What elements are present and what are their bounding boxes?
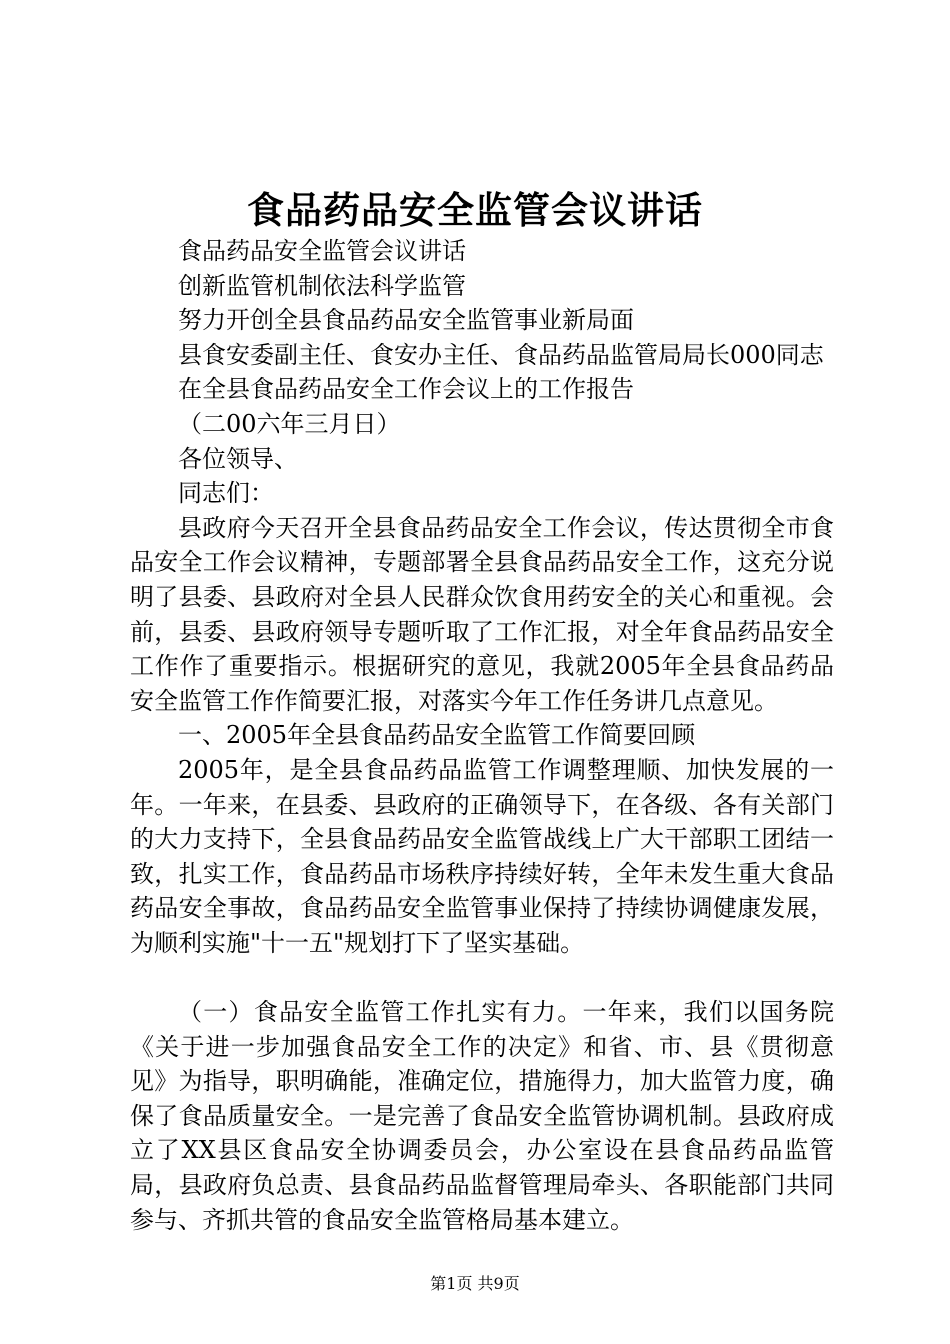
paragraph: 创新监管机制依法科学监管 bbox=[178, 271, 466, 300]
paragraph: 县食安委副主任、食安办主任、食品药品监管局局长000同志 bbox=[178, 340, 824, 369]
paragraph: 在全县食品药品安全工作会议上的工作报告 bbox=[178, 375, 634, 404]
paragraph: 食品药品安全监管会议讲话 bbox=[178, 237, 466, 265]
section-heading: 一、2005年全县食品药品安全监管工作简要回顾 bbox=[178, 721, 696, 750]
page-number: 第1页 共9页 bbox=[430, 1274, 520, 1293]
paragraph: 2005年，是全县食品药品监管工作调整理顺、加快发展的一年。一年来，在县委、县政府的正确领导下，在各级、各有关部门的大力支持下，全县食品药品安全监管战线上广大干部职工团结一致，扎实工作，食品药品市场秩序持续好转，全年未发生重大食品药品安全事故，食品药品安全监管事业保持了持续协调健康发展，为顺利实施"十一五"规划打下了坚实基础。 bbox=[130, 755, 834, 957]
paragraph: （二00六年三月日） bbox=[178, 409, 401, 438]
paragraph: 努力开创全县食品药品安全监管事业新局面 bbox=[178, 306, 634, 335]
document-body bbox=[130, 234, 834, 1237]
paragraph: 县政府今天召开全县食品药品安全工作会议，传达贯彻全市食品安全工作会议精神，专题部署全县食品药品安全工作，这充分说明了县委、县政府对全县人民群众饮食用药安全的关心和重视。会前，县委、县政府领导专题听取了工作汇报，对全年食品药品安全工作作了重要指示。根据研究的意见，我就2005年全县食品药品安全监管工作作简要汇报，对落实今年工作任务讲几点意见。 bbox=[130, 513, 834, 715]
paragraph: 各位领导、 bbox=[178, 444, 298, 473]
paragraph: 同志们： bbox=[178, 479, 274, 508]
document-title: 食品药品安全监管会议讲话 bbox=[247, 188, 703, 232]
paragraph: （一）食品安全监管工作扎实有力。一年来，我们以国务院《关于进一步加强食品安全工作的决定》和省、市、县《贯彻意见》为指导，职明确能，准确定位，措施得力，加大监管力度，确保了食品质量安全。一是完善了食品安全监管协调机制。县政府成立了XX县区食品安全协调委员会，办公室设在县食品药品监管局，县政府负总责、县食品药品监督管理局牵头、各职能部门共同参与、齐抓共管的食品安全监管格局基本建立。 bbox=[130, 998, 834, 1234]
